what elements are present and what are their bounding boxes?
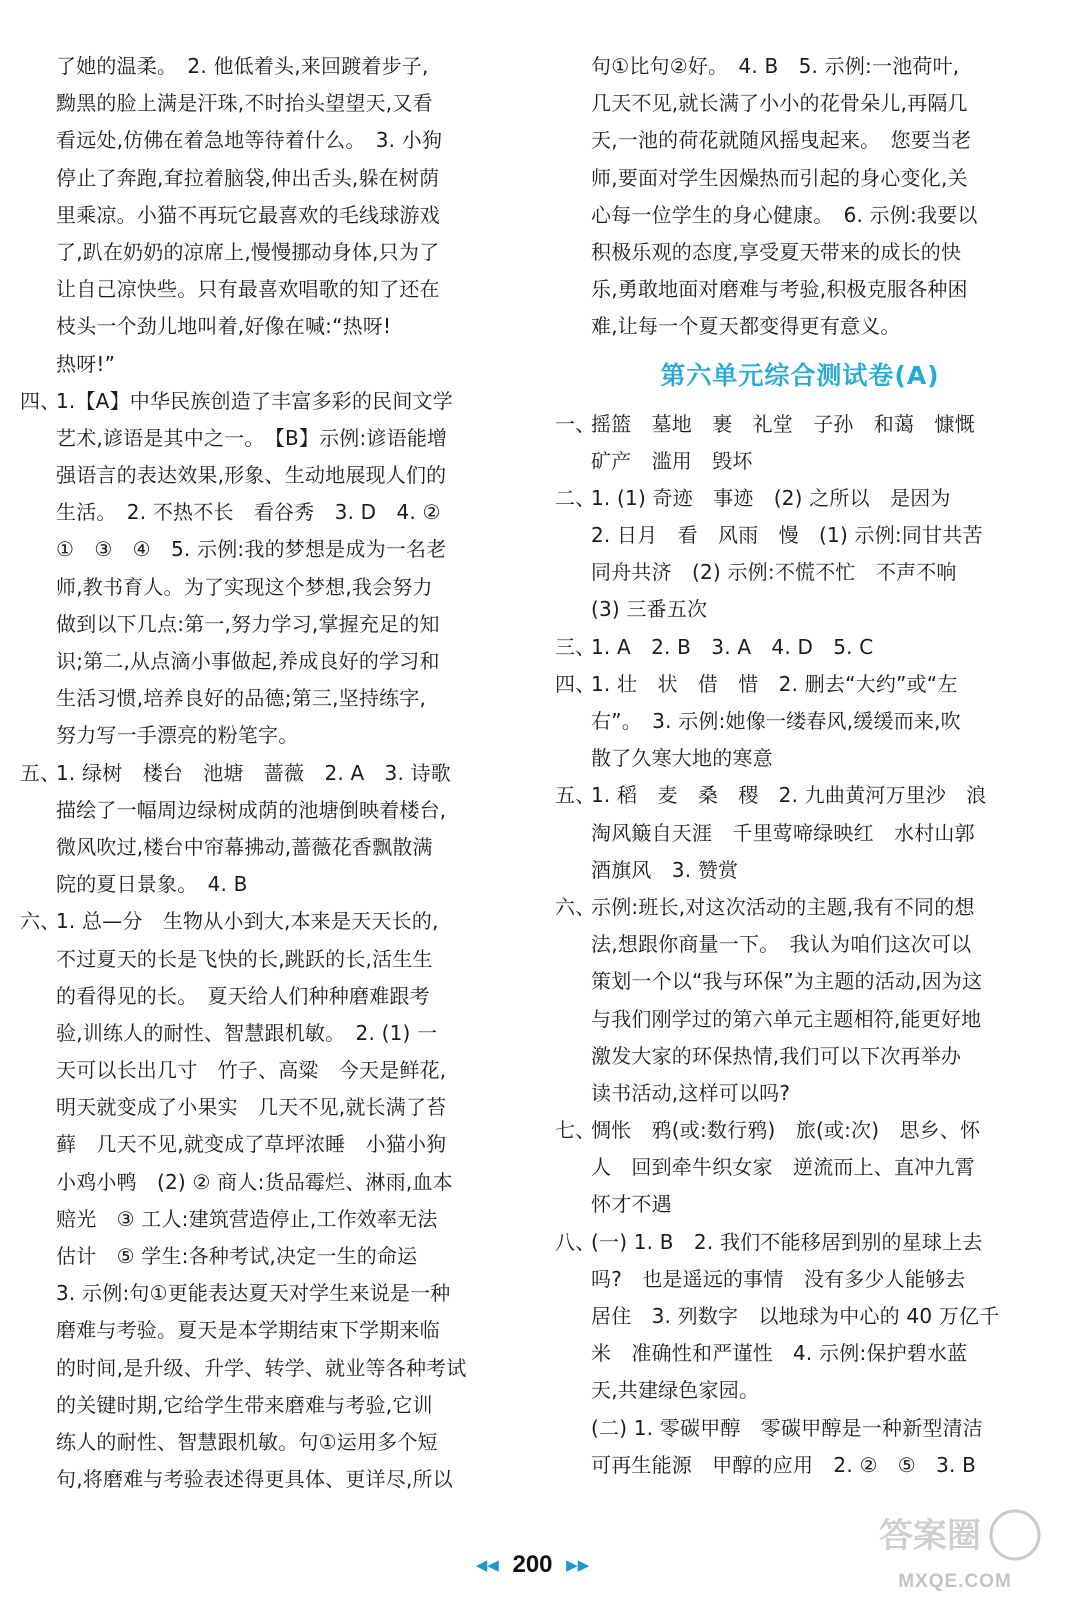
right-bottom-answer-line [555,815,1045,852]
answer-text: 艺术,谚语是其中之一。 【B】示例:谚语能增 [56,425,448,450]
right-bottom-answer-line [555,740,1045,777]
answer-text: 估计 ⑤ 学生:各种考试,决定一生的命运 [56,1244,418,1268]
left-answer-line [20,122,515,159]
answer-text: 读书活动,这样可以吗? [591,1080,791,1105]
question-number-label: 五、 [20,760,61,785]
question-number-label: 二、 [555,485,596,510]
right-top-answer-line [555,271,1045,308]
answer-text: 看远处,仿佛在着急地等待着什么。 3. 小狗 [56,128,443,153]
answer-text: 矿产 滥用 毁坏 [591,448,753,473]
answer-text: 磨难与考验。夏天是本学期结束下学期来临 [56,1318,440,1343]
answer-text: 1. 总—分 生物从小到大,本来是天天长的, [56,909,439,934]
left-answer-line [20,160,515,197]
right-top-answer-line [555,122,1045,159]
answer-text: 的看得见的长。 夏天给人们种种磨难跟考 [56,983,430,1008]
section-title: 第六单元综合测试卷(A) [660,360,940,390]
left-answer-line [20,1424,515,1461]
left-answer-line [20,48,515,85]
right-bottom-answer-line [555,406,1045,443]
answer-text: 练人的耐性、智慧跟机敏。句①运用多个短 [56,1429,438,1454]
right-top-answer-line [555,160,1045,197]
right-bottom-answer-line [555,1186,1045,1223]
left-answer-line [20,1126,515,1163]
answer-text: (一) 1. B 2. 我们不能移居到别的星球上去 [591,1229,983,1254]
right-top-answer-line [555,197,1045,234]
answer-text: 院的夏日景象。 4. B [56,872,248,897]
left-answer-line [20,494,515,531]
left-answer-line [20,829,515,866]
answer-text: 让自己凉快些。只有最喜欢唱歌的知了还在 [56,277,440,302]
answer-text: 天可以长出几寸 竹子、高粱 今天是鲜花, [56,1058,447,1083]
answer-text: 了,趴在奶奶的凉席上,慢慢挪动身体,只为了 [56,239,440,264]
watermark-text: MXQE.COM [898,1571,1012,1592]
answer-text: 1. A 2. B 3. A 4. D 5. C [591,634,874,659]
answer-text: 3. 示例:句①更能表达夏天对学生来说是一种 [56,1281,451,1306]
question-number-label: 六、 [555,894,596,919]
left-answer-line [20,1052,515,1089]
left-answer-line [20,271,515,308]
left-answer-line [20,569,515,606]
left-answer-line [20,1201,515,1238]
answer-text: 验,训练人的耐性、智慧跟机敏。 2. (1) 一 [56,1020,438,1045]
answer-text: (3) 三番五次 [591,597,708,622]
left-answer-line [20,1015,515,1052]
right-bottom-answer-line [555,926,1045,963]
left-answer-line [20,308,515,345]
answer-text: 1. 绿树 楼台 池塘 蔷薇 2. A 3. 诗歌 [56,760,451,785]
answer-text: 生活习惯,培养良好的品德;第三,坚持练字, [56,686,427,711]
right-bottom-answer-line [555,1001,1045,1038]
left-answer-line [20,903,515,940]
answer-text: 可再生能源 甲醇的应用 2. ② ⑤ 3. B [591,1452,977,1477]
answer-text: 的时间,是升级、升学、转学、就业等各种考试 [56,1355,467,1380]
left-answer-line [20,1164,515,1201]
left-answer-line [20,792,515,829]
left-answer-line [20,531,515,568]
left-answer-line [20,346,515,383]
right-bottom-answer-line [555,591,1045,628]
right-top-answer-line [555,308,1045,345]
right-bottom-answer-line [555,1298,1045,1335]
right-column-bottom-answers [555,406,1045,1484]
answer-text: 停止了奔跑,耷拉着脑袋,伸出舌头,躲在树荫 [56,165,440,190]
answer-text: 右”。 3. 示例:她像一缕春风,缓缓而来,吹 [591,709,961,733]
answer-text: (二) 1. 零碳甲醇 零碳甲醇是一种新型清洁 [591,1415,984,1440]
answer-text: 居住 3. 列数字 以地球为中心的 40 万亿千 [591,1304,1000,1328]
left-answer-line [20,978,515,1015]
answer-text: 淘风簸自天涯 千里莺啼绿映红 水村山郭 [591,820,975,845]
answer-text: 识;第二,从点滴小事做起,养成良好的学习和 [56,649,440,673]
answer-text: 与我们刚学过的第六单元主题相符,能更好地 [591,1006,982,1031]
question-number-label: 八、 [555,1229,596,1254]
right-column [555,48,1045,1484]
answer-text: 师,要面对学生因燥热而引起的身心变化,关 [591,165,968,190]
question-number-label: 五、 [555,783,596,808]
answer-text: 酒旗风 3. 赞赏 [591,857,739,882]
left-answer-line [20,866,515,903]
left-answer-line [20,457,515,494]
answer-text: 努力写一手漂亮的粉笔字。 [56,723,299,748]
left-answer-line [20,234,515,271]
right-bottom-answer-line [555,1335,1045,1372]
answer-text: 2. 日月 看 风雨 慢 (1) 示例:同甘共苦 [591,523,983,548]
right-bottom-answer-line [555,554,1045,591]
answer-text: 1.【A】中华民族创造了丰富多彩的民间文学 [56,388,453,413]
left-answer-line [20,1387,515,1424]
watermark-logo-text: 答案圈 [879,1516,981,1556]
left-answer-line [20,1350,515,1387]
right-bottom-answer-line [555,777,1045,814]
right-bottom-answer-line [555,443,1045,480]
right-bottom-answer-line [555,703,1045,740]
question-number-label: 三、 [555,634,596,659]
right-bottom-answer-line [555,1447,1045,1484]
left-answer-line [20,1275,515,1312]
watermark [860,1505,1050,1595]
right-bottom-answer-line [555,1075,1045,1112]
right-bottom-answer-line [555,1224,1045,1261]
left-answer-line [20,383,515,420]
right-bottom-answer-line [555,1149,1045,1186]
right-bottom-answer-line [555,517,1045,554]
right-bottom-answer-line [555,963,1045,1000]
left-answer-line [20,1238,515,1275]
left-answer-line [20,606,515,643]
right-top-answer-line [555,85,1045,122]
right-bottom-answer-line [555,629,1045,666]
answer-text: 惆怅 鸦(或:数行鸦) 旅(或:次) 思乡、怀 [591,1118,981,1143]
left-answer-line [20,1461,515,1498]
left-answer-line [20,1089,515,1126]
left-answer-line [20,717,515,754]
question-number-label: 四、 [555,671,596,696]
next-arrows-icon: ▶▶ [566,1556,590,1574]
answer-text: 小鸡小鸭 (2) ② 商人:货品霉烂、淋雨,血本 [56,1169,453,1194]
answer-text: 藓 几天不见,就变成了草坪浓睡 小猫小狗 [56,1132,447,1157]
right-bottom-answer-line [555,1372,1045,1409]
question-number-label: 四、 [20,388,61,413]
right-bottom-answer-line [555,480,1045,517]
answer-text: 做到以下几点:第一,努力学习,掌握充足的知 [56,611,440,636]
left-answer-line [20,1312,515,1349]
question-number-label: 七、 [555,1118,596,1143]
right-bottom-answer-line [555,889,1045,926]
right-bottom-answer-line [555,1410,1045,1447]
answer-text: 里乘凉。小猫不再玩它最喜欢的毛线球游戏 [56,202,440,227]
right-top-answer-line [555,48,1045,85]
answer-text: 策划一个以“我与环保”为主题的活动,因为这 [591,969,983,994]
answer-text: 句,将磨难与考验表述得更具体、更详尽,所以 [56,1467,453,1492]
answer-text: 微风吹过,楼台中帘幕拂动,蔷薇花香飘散满 [56,834,433,859]
left-column [20,48,515,1498]
left-answer-line [20,755,515,792]
right-bottom-answer-line [555,666,1045,703]
answer-text: 了她的温柔。 2. 他低着头,来回踱着步子, [56,54,429,78]
right-bottom-answer-line [555,852,1045,889]
watermark-logo-icon [860,1505,1050,1571]
answer-text: 怀才不遇 [591,1192,672,1217]
answer-text: 吗? 也是遥远的事情 没有多少人能够去 [591,1266,966,1291]
left-answer-line [20,643,515,680]
answer-text: 明天就变成了小果实 几天不见,就长满了苔 [56,1095,447,1120]
answer-text: 心每一位学生的身心健康。 6. 示例:我要以 [591,202,978,227]
answer-text: 描绘了一幅周边绿树成荫的池塘倒映着楼台, [56,797,447,822]
answer-text: 的关键时期,它给学生带来磨难与考验,它训 [56,1392,433,1417]
answer-text: 人 回到牵牛织女家 逆流而上、直冲九霄 [591,1155,975,1180]
answer-text: 黝黑的脸上满是汗珠,不时抬头望望天,又看 [56,91,433,116]
answer-text: 热呀!” [56,351,116,376]
answer-text: 摇篮 墓地 裹 礼堂 子孙 和蔼 慷慨 [591,411,975,436]
answer-text: 不过夏天的长是飞快的长,跳跃的长,活生生 [56,946,433,971]
answer-text: 米 准确性和严谨性 4. 示例:保护碧水蓝 [591,1341,968,1366]
answer-text: 1. 稻 麦 桑 稷 2. 九曲黄河万里沙 浪 [591,783,987,808]
answer-text: 散了久寒大地的寒意 [591,746,773,771]
left-answer-line [20,680,515,717]
right-top-answer-line [555,234,1045,271]
answer-text: 枝头一个劲儿地叫着,好像在喊:“热呀! [56,314,392,339]
left-answer-line [20,420,515,457]
right-bottom-answer-line [555,1038,1045,1075]
answer-text: 生活。 2. 不热不长 看谷秀 3. D 4. ② [56,500,441,525]
answer-text: 师,教书育人。为了实现这个梦想,我会努力 [56,574,433,599]
answer-text: 乐,勇敢地面对磨难与考验,积极克服各种困 [591,277,968,302]
answer-text: 法,想跟你商量一下。 我认为咱们这次可以 [591,932,972,957]
answer-text: 强语言的表达效果,形象、生动地展现人们的 [56,463,447,488]
left-answer-line [20,197,515,234]
page-number: 200 [512,1551,553,1578]
answer-text: 示例:班长,对这次活动的主题,我有不同的想 [591,894,975,919]
answer-text: 1. (1) 奇迹 事迹 (2) 之所以 是因为 [591,485,951,510]
right-column-top-answers [555,48,1045,346]
answer-text: 赔光 ③ 工人:建筑营造停止,工作效率无法 [56,1206,438,1231]
answer-text: 积极乐观的态度,享受夏天带来的成长的快 [591,239,962,264]
answer-text: 天,一池的荷花就随风摇曳起来。 您要当老 [591,128,972,153]
answer-text: 激发大家的环保热情,我们可以下次再举办 [591,1043,962,1068]
answer-text: 句①比句②好。 4. B 5. 示例:一池荷叶, [591,54,960,78]
answer-text: 几天不见,就长满了小小的花骨朵儿,再隔几 [591,91,968,116]
prev-arrows-icon: ◀◀ [475,1556,499,1574]
answer-text: 1. 壮 状 借 惜 2. 删去“大约”或“左 [591,671,958,696]
question-number-label: 六、 [20,909,61,934]
left-answer-line [20,941,515,978]
answer-text: 难,让每一个夏天都变得更有意义。 [591,314,901,339]
question-number-label: 一、 [555,411,596,436]
answer-text: 同舟共济 (2) 示例:不慌不忙 不声不响 [591,560,957,585]
right-bottom-answer-line [555,1112,1045,1149]
answer-text: ① ③ ④ 5. 示例:我的梦想是成为一名老 [56,537,447,562]
left-answer-line [20,85,515,122]
right-bottom-answer-line [555,1261,1045,1298]
answer-text: 天,共建绿色家园。 [591,1378,760,1403]
